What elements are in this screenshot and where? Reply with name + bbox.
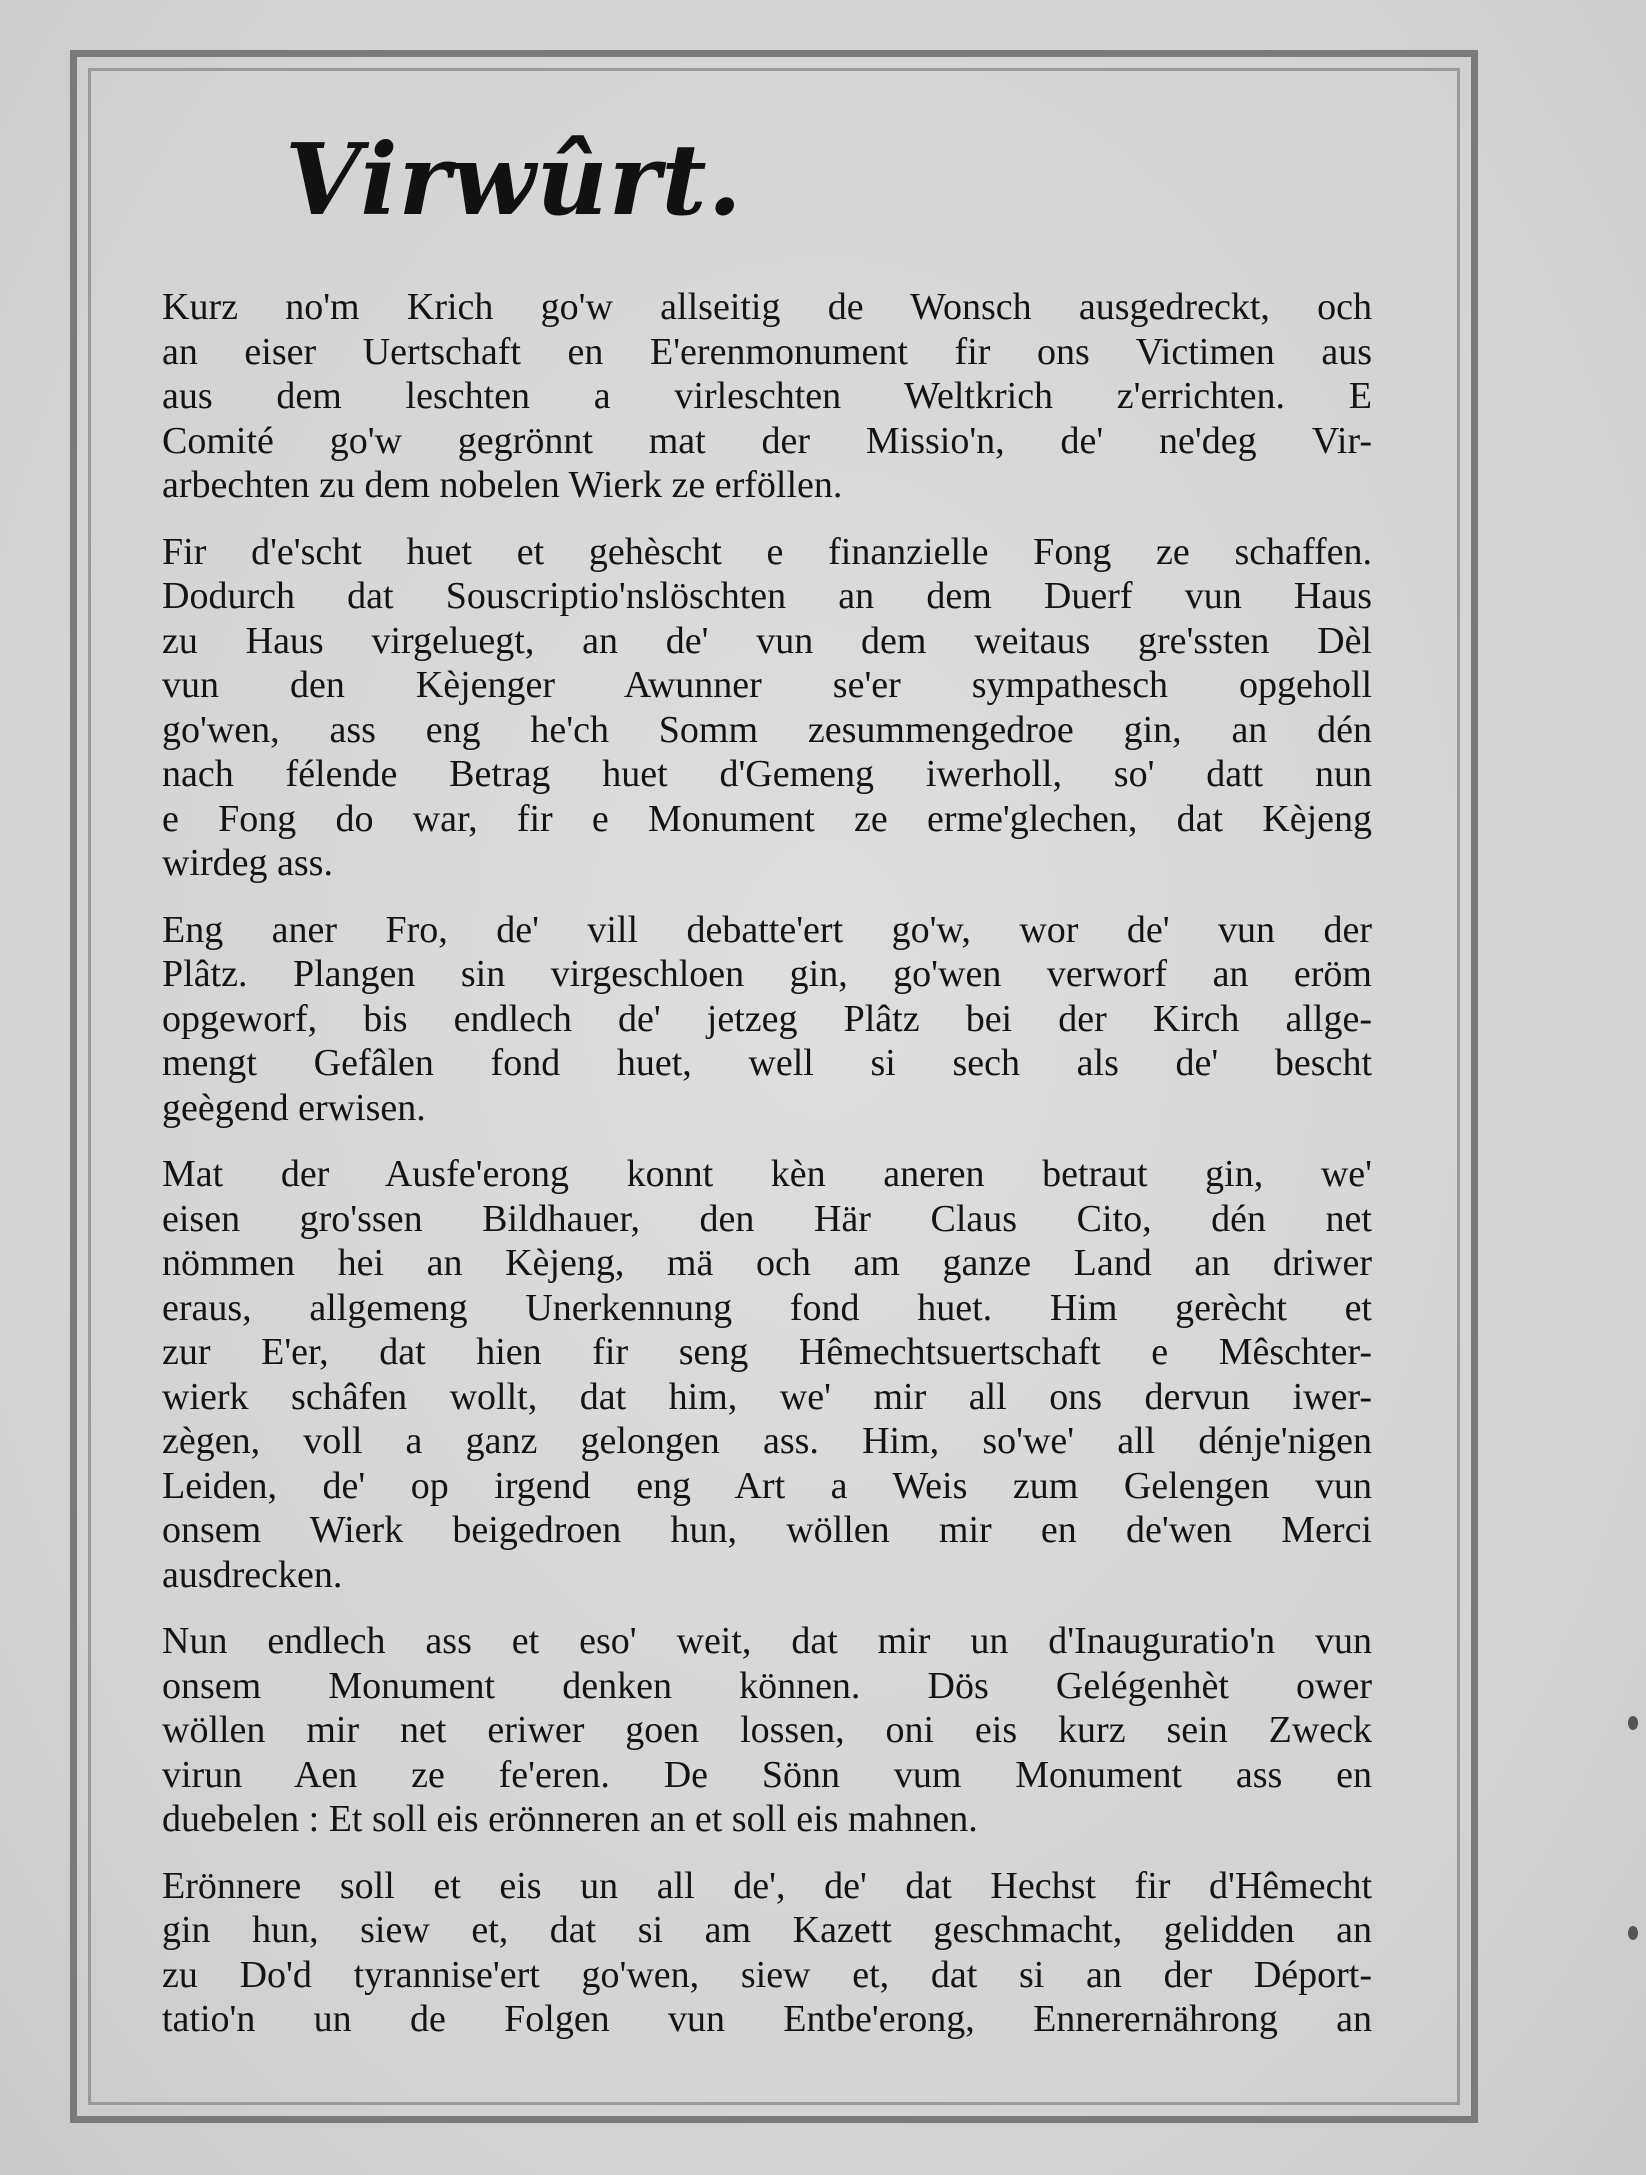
- text-line: Fir d'e'scht huet et gehèscht e finanzielle Fong ze schaffen.: [162, 530, 1372, 573]
- paragraph: [162, 1619, 1372, 1842]
- text-body: [162, 285, 1372, 2064]
- text-line: Erönnere soll et eis un all de', de' dat Hechst fir d'Hêmecht: [162, 1864, 1372, 1907]
- text-line: zur E'er, dat hien fir seng Hêmechtsuertschaft e Mêschter-: [162, 1331, 1372, 1373]
- text-line: virun Aen ze fe'eren. De Sönn vum Monument ass en: [162, 1753, 1372, 1796]
- text-line: opgeworf, bis endlech de' jetzeg Plâtz bei der Kirch allge-: [162, 997, 1372, 1040]
- text-line: onsem Wierk beigedroen hun, wöllen mir en de'wen Merci: [162, 1509, 1372, 1551]
- text-line: aus dem leschten a virleschten Weltkrich z'errichten. E: [162, 375, 1372, 417]
- text-line: zu Haus virgeluegt, an de' vun dem weitaus gre'ssten Dèl: [162, 619, 1372, 662]
- text-line: go'wen, ass eng he'ch Somm zesummengedroe gin, an dén: [162, 708, 1372, 751]
- text-line: Dodurch dat Souscriptio'nslöschten an dem Duerf vun Haus: [162, 575, 1372, 617]
- text-line: Plâtz. Plangen sin virgeschloen gin, go'wen verworf an eröm: [162, 953, 1372, 995]
- text-line: Nun endlech ass et eso' weit, dat mir un d'Inauguratio'n vun: [162, 1620, 1372, 1662]
- text-line: nach félende Betrag huet d'Gemeng iwerholl, so' datt nun: [162, 753, 1372, 795]
- text-line: onsem Monument denken können. Dös Gelégenhèt ower: [162, 1664, 1372, 1707]
- text-line: Kurz no'm Krich go'w allseitig de Wonsch ausgedreckt, och: [162, 286, 1372, 328]
- text-line: wirdeg ass.: [162, 842, 333, 884]
- text-line: vun den Kèjenger Awunner se'er sympathesch opgeholl: [162, 664, 1372, 706]
- text-line: tatio'n un de Folgen vun Entbe'erong, Ennerernährong an: [162, 1998, 1372, 2040]
- paragraph: [162, 285, 1372, 508]
- binding-hole-mark: [1628, 1716, 1638, 1730]
- text-line: zègen, voll a ganz gelongen ass. Him, so'we' all dénje'nigen: [162, 1420, 1372, 1462]
- text-line: an eiser Uertschaft en E'erenmonument fir ons Victimen aus: [162, 330, 1372, 373]
- binding-hole-mark: [1628, 1926, 1638, 1940]
- paragraph: [162, 1152, 1372, 1597]
- text-line: zu Do'd tyrannise'ert go'wen, siew et, dat si an der Déport-: [162, 1953, 1372, 1996]
- text-line: geègend erwisen.: [162, 1086, 426, 1129]
- page-title: Virwûrt.: [285, 123, 743, 238]
- text-line: nömmen hei an Kèjeng, mä och am ganze Land an driwer: [162, 1242, 1372, 1284]
- text-line: e Fong do war, fir e Monument ze erme'glechen, dat Kèjeng: [162, 797, 1372, 840]
- text-line: wöllen mir net eriwer goen lossen, oni eis kurz sein Zweck: [162, 1709, 1372, 1751]
- text-line: Eng aner Fro, de' vill debatte'ert go'w, wor de' vun der: [162, 908, 1372, 951]
- text-line: Comité go'w gegrönnt mat der Missio'n, de' ne'deg Vir-: [162, 419, 1372, 462]
- paragraph: [162, 1864, 1372, 2042]
- text-line: wierk schâfen wollt, dat him, we' mir all ons dervun iwer-: [162, 1375, 1372, 1418]
- text-line: arbechten zu dem nobelen Wierk ze erföllen.: [162, 464, 843, 506]
- paragraph: [162, 530, 1372, 886]
- paragraph: [162, 908, 1372, 1131]
- text-line: Mat der Ausfe'erong konnt kèn aneren betraut gin, we': [162, 1153, 1372, 1195]
- text-line: eisen gro'ssen Bildhauer, den Här Claus Cito, dén net: [162, 1197, 1372, 1240]
- text-line: duebelen : Et soll eis erönneren an et soll eis mahnen.: [162, 1798, 978, 1840]
- text-line: gin hun, siew et, dat si am Kazett geschmacht, gelidden an: [162, 1909, 1372, 1951]
- text-line: Leiden, de' op irgend eng Art a Weis zum Gelengen vun: [162, 1464, 1372, 1507]
- text-line: ausdrecken.: [162, 1553, 343, 1596]
- text-line: mengt Gefâlen fond huet, well si sech als de' bescht: [162, 1042, 1372, 1084]
- text-line: eraus, allgemeng Unerkennung fond huet. Him gerècht et: [162, 1286, 1372, 1329]
